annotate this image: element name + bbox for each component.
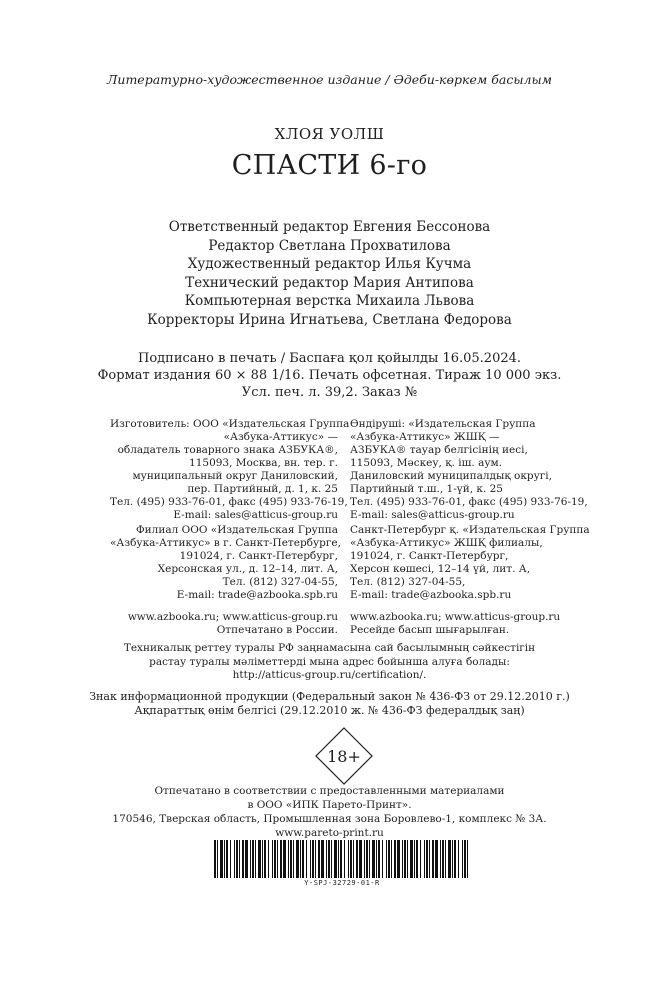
printer-line: в ООО «ИПК Парето-Принт». [247, 799, 412, 811]
branch-kz-line: Херсон көшесі, 12–14 үй, лит. А, [350, 563, 531, 575]
manufacturer-ru-line: муниципальный округ Даниловский, [132, 470, 338, 482]
web-ru-line: www.azbooka.ru; www.atticus-group.ru [127, 611, 338, 623]
barcode [212, 840, 472, 878]
barcode-bar [290, 840, 292, 878]
certification-info [0, 642, 659, 683]
editor-line: Редактор Светлана Прохватилова [208, 237, 451, 254]
barcode-bar [268, 840, 269, 878]
barcode-bar [234, 840, 235, 878]
barcode-bar [378, 840, 380, 878]
branch-ru-line: Херсонская ул., д. 12–14, лит. А, [157, 563, 338, 575]
web-ru [110, 611, 338, 637]
barcode-bar [410, 840, 413, 878]
barcode-bar [239, 840, 240, 878]
book-title: СПАСТИ 6-го [231, 150, 428, 181]
manufacturer-ru [110, 418, 350, 522]
web-kz-line: www.azbooka.ru; www.atticus-group.ru [350, 611, 561, 623]
barcode-bar [429, 840, 430, 878]
manufacturer-kz [350, 418, 588, 522]
editor-line: Корректоры Ирина Игнатьева, Светлана Федорова [147, 311, 512, 328]
barcode-bar [300, 840, 301, 878]
barcode-bar [464, 840, 466, 878]
barcode-bar [312, 840, 314, 878]
barcode-bar [306, 840, 307, 878]
age-rating-badge [315, 727, 373, 785]
barcode-bar [258, 840, 261, 878]
barcode-bar [404, 840, 406, 878]
manufacturer-kz-line: АЗБУКА® тауар белгісінің иесі, [350, 444, 528, 456]
web-kz-line: Ресейде басып шығарылған. [350, 624, 510, 636]
barcode-bar [280, 840, 282, 878]
barcode-bar [340, 840, 342, 878]
barcode-bar [334, 840, 337, 878]
manufacturer-ru-line: Изготовитель: ООО «Издательская Группа [110, 418, 350, 430]
manufacturer-ru-line: Тел. (495) 933-76-01, факс (495) 933-76-19, [110, 496, 348, 508]
barcode-bar [376, 840, 377, 878]
barcode-bar [250, 840, 251, 878]
manufacturer-kz-line: E-mail: sales@atticus-group.ru [350, 509, 515, 521]
barcode-bar [310, 840, 311, 878]
barcode-bar [388, 840, 390, 878]
barcode-bar [321, 840, 324, 878]
printer-line: Отпечатано в соответствии с предоставленными материалами [154, 785, 505, 797]
barcode-bar [442, 840, 444, 878]
barcode-bar [288, 840, 289, 878]
branch-ru-line: «Азбука-Аттикус» в г. Санкт-Петербурге, [110, 537, 341, 549]
branch-kz-line: 191024, г. Санкт-Петербург, [350, 550, 509, 562]
barcode-bar [397, 840, 400, 878]
barcode-bar [420, 840, 421, 878]
edition-type: Литературно-художественное издание / Әдеби-көркем басылым [106, 72, 553, 87]
law-line: Знак информационной продукции (Федеральный закон № 436-ФЗ от 29.12.2010 г.) [89, 690, 570, 703]
barcode-bar [344, 840, 345, 878]
branch-kz-line: E-mail: trade@azbooka.spb.ru [350, 589, 512, 601]
barcode-bar [394, 840, 396, 878]
barcode-bar [331, 840, 332, 878]
barcode-bar [338, 840, 339, 878]
web-kz [350, 611, 580, 637]
barcode-bar [356, 840, 358, 878]
barcode-bar [366, 840, 368, 878]
barcode-bar [359, 840, 362, 878]
law-line: Ақпараттық өнім белгісі (29.12.2010 ж. № 436-ФЗ федералдық заң) [134, 704, 525, 717]
editor-line: Ответственный редактор Евгения Бессонова [168, 219, 491, 235]
barcode-bar [414, 840, 415, 878]
barcode-bar [293, 840, 294, 878]
barcode-bar [407, 840, 408, 878]
branch-ru-line: 191024, г. Санкт-Петербург, [179, 550, 338, 562]
certification-line: http://atticus-group.ru/certification/. [232, 669, 427, 681]
barcode-bar [283, 840, 286, 878]
editors-list [0, 218, 659, 329]
branch-kz [350, 524, 590, 602]
barcode-bar [264, 840, 266, 878]
barcode-bar [391, 840, 392, 878]
barcode-bar [262, 840, 263, 878]
barcode-bar [372, 840, 375, 878]
manufacturer-ru-line: 115093, Москва, вн. тер. г. [189, 457, 338, 469]
barcode-bar [245, 840, 248, 878]
barcode-bar [426, 840, 428, 878]
manufacturer-kz-line: Өндіруші: «Издательская Группа [350, 418, 536, 430]
barcode-bar [454, 840, 456, 878]
barcode-bar [220, 840, 223, 878]
editor-line: Художественный редактор Илья Кучма [187, 256, 472, 272]
printer-line: www.pareto-print.ru [275, 827, 384, 839]
manufacturer-kz-line: 115093, Мәскеу, қ. іш. аум. [350, 457, 503, 469]
branch-ru-line: Филиал ООО «Издательская Группа [135, 524, 338, 536]
manufacturer-ru-line: E-mail: sales@atticus-group.ru [173, 509, 338, 521]
barcode-bar [326, 840, 327, 878]
certification-line: Техникалық реттеу туралы РФ заңнамасына сай басылымның сәйкестігін [123, 642, 536, 654]
barcode-bar [224, 840, 225, 878]
barcode-bar [328, 840, 330, 878]
barcode-bar [445, 840, 446, 878]
barcode-bar [353, 840, 354, 878]
barcode-bar [217, 840, 218, 878]
editor-line: Технический редактор Мария Антипова [185, 274, 474, 291]
manufacturer-kz-line: «Азбука-Аттикус» ЖШҚ — [350, 431, 500, 443]
branch-ru-line: Тел. (812) 327-04-55, [222, 576, 338, 588]
barcode-bar [435, 840, 438, 878]
barcode-bar [364, 840, 365, 878]
manufacturer-ru-line: «Азбука-Аттикус» — [223, 431, 338, 443]
manufacturer-ru-line: пер. Партийный, д. 1, к. 25 [187, 483, 338, 495]
print-info-line: Формат издания 60 × 88 1/16. Печать офсетная. Тираж 10 000 экз. [97, 368, 562, 383]
barcode-bar [424, 840, 425, 878]
barcode-bar [448, 840, 451, 878]
barcode-bar [277, 840, 278, 878]
manufacturer-kz-line: Даниловский муниципалдық округі, [350, 470, 552, 482]
manufacturer-ru-line: обладатель товарного знака АЗБУКА®, [117, 444, 338, 456]
barcode-bar [462, 840, 463, 878]
barcode-bar [350, 840, 352, 878]
barcode-bar [296, 840, 299, 878]
barcode-bar [452, 840, 453, 878]
age-rating-label: 18+ [327, 747, 361, 766]
barcode-bar [369, 840, 370, 878]
branch-kz-line: Тел. (812) 327-04-55, [350, 576, 466, 588]
print-info [0, 350, 659, 401]
book-author: ХЛОЯ УОЛШ [274, 125, 385, 143]
barcode-bar [255, 840, 256, 878]
barcode-number: Y-SPJ-32729-01-R [304, 879, 380, 887]
barcode-bar [382, 840, 383, 878]
print-info-line: Усл. печ. л. 39,2. Заказ № [241, 385, 418, 400]
print-info-line: Подписано в печать / Баспаға қол қойылды 16.05.2024. [137, 351, 522, 366]
barcode-bar [242, 840, 244, 878]
barcode-bar [467, 840, 468, 878]
barcode-bar [315, 840, 316, 878]
barcode-bar [458, 840, 459, 878]
barcode-bar [226, 840, 228, 878]
barcode-bar [440, 840, 441, 878]
branch-kz-line: Санкт-Петербург қ. «Издательская Группа [350, 524, 590, 536]
printer-info [0, 784, 659, 840]
barcode-bar [302, 840, 304, 878]
barcode-bar [272, 840, 273, 878]
printer-line: 170546, Тверская область, Промышленная зона Боровлево-1, комплекс № 3А. [112, 813, 547, 825]
barcode-bar [348, 840, 349, 878]
editor-line: Компьютерная верстка Михаила Львова [184, 293, 475, 309]
manufacturer-kz-line: Партийный т.ш., 1-үй, к. 25 [350, 483, 503, 495]
barcode-bar [416, 840, 418, 878]
web-ru-line: Отпечатано в России. [216, 624, 338, 636]
barcode-bar [236, 840, 238, 878]
barcode-bar [318, 840, 320, 878]
certification-line: растау туралы мәліметтерді мына адрес бойынша алуға болады: [149, 655, 510, 668]
barcode-bar [214, 840, 216, 878]
branch-ru [110, 524, 341, 602]
barcode-bar [274, 840, 276, 878]
barcode-bar [402, 840, 403, 878]
barcode-bar [386, 840, 387, 878]
info-product-sign [0, 690, 659, 718]
manufacturer-kz-line: Тел. (495) 933-76-01, факс (495) 933-76-19, [350, 496, 588, 508]
branch-ru-line: E-mail: trade@azbooka.spb.ru [176, 589, 338, 601]
barcode-bar [252, 840, 254, 878]
barcode-bar [230, 840, 231, 878]
barcode-bar [432, 840, 434, 878]
branch-kz-line: «Азбука-Аттикус» ЖШҚ филиалы, [350, 537, 543, 549]
